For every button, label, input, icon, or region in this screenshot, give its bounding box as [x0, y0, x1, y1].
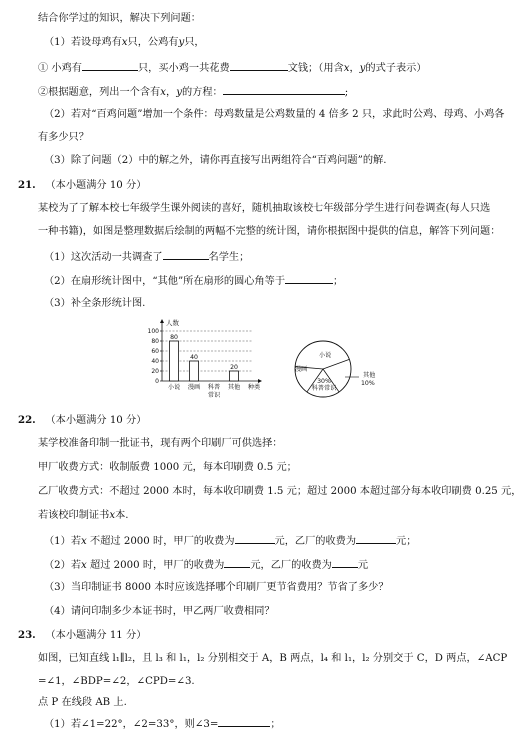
sep: ， [349, 63, 360, 74]
pie-slice-label: 科普常识 [311, 385, 337, 392]
p23-q1-post: ； [270, 719, 281, 730]
p21-q3: （3）补全条形统计图. [44, 298, 146, 309]
p20-q1a-post: 文钱；（用含 [287, 63, 344, 74]
var-x: x [81, 560, 87, 571]
p23-body-line2: =∠1，∠BDP=∠2，∠CPD=∠3. [38, 676, 195, 687]
question-number: 23. [18, 629, 36, 641]
y-axis-label: 人数 [166, 319, 179, 327]
p22-q2-c: 元 [357, 560, 369, 571]
answer-blank[interactable] [223, 84, 345, 95]
p20-q1b: ②根据题意，列出一个含有x，y的方程： ; [38, 84, 348, 100]
p21-q1 [44, 249, 249, 265]
p22-q1 [44, 533, 416, 549]
pie-slice-label: 小说 [318, 352, 332, 359]
p22-yi-line2-post: 本. [115, 510, 129, 521]
var-x: x [343, 63, 350, 74]
pie-slice-label: 其他 [363, 372, 376, 379]
y-tick-label: 80 [151, 338, 159, 346]
question-number: 22. [18, 414, 36, 426]
x-axis-arrow [258, 379, 262, 383]
x-category-label: 漫画 [187, 384, 201, 391]
p22-q2-a: 超过 2000 时，甲厂的收费为 [90, 560, 225, 571]
var-x: x [121, 37, 128, 48]
p22-q1-pre: （1）若 [44, 536, 82, 547]
p21-body-line1: 某校为了了解本校七年级学生课外阅读的喜好，随机抽取该校七年级部分学生进行问卷调查(每人只选 [38, 203, 491, 214]
p22-yi-line2-pre: 若该校印制证书 [38, 510, 110, 521]
p20-q1-mid: 只，公鸡有 [127, 37, 179, 48]
p20-q2-line2: 有多少只？ [38, 132, 89, 143]
y-tick-label: 40 [151, 358, 159, 366]
p22-q1-c: 元； [396, 536, 417, 547]
p23-q1 [44, 716, 281, 732]
p21-q1-pre: （1）这次活动一共调查了 [44, 252, 163, 263]
p21-header [18, 178, 146, 193]
p20-q3: （3）除了问题（2）中的解之外，请你再直接写出两组符合“百鸡问题”的解. [44, 155, 387, 166]
p22-q4: （4）请问印制多少本证书时，甲乙两厂收费相同？ [44, 606, 275, 617]
answer-blank[interactable] [285, 273, 333, 284]
x-category-label: 小说 [167, 384, 181, 391]
answer-blank[interactable] [235, 533, 275, 544]
p21-body-line2: 一种书籍)，如图是整理数据后绘制的两幅不完整的统计图，请你根据图中提供的信息，解答下列问题： [38, 226, 501, 237]
p22-q2-pre: （2）若 [44, 560, 82, 571]
p20-q2-line1: （2）若对“百鸡问题”增加一个条件：母鸡数量是公鸡数量的 4 倍多 2 只，求此时公鸡、母鸡、小鸡各 [44, 109, 505, 120]
question-score: （本小题满分 10 分） [45, 415, 147, 426]
p22-q2 [44, 557, 368, 573]
sep: ， [166, 87, 177, 98]
p20-q1-post: 只， [184, 37, 205, 48]
question-number: 21. [18, 179, 36, 191]
p22-jia: 甲厂收费方式：收制版费 1000 元，每本印刷费 0.5 元； [38, 462, 297, 473]
p20-q1a-end: 的式子表示） [365, 63, 427, 74]
var-x: x [160, 87, 166, 98]
y-tick-label: 100 [147, 328, 159, 336]
p20-q1a-mid: 只，买小鸡一共花费 [138, 63, 230, 74]
bar [230, 371, 239, 381]
y-axis-arrow [160, 319, 164, 323]
bar [190, 361, 199, 381]
p21-q2-pre: （2）在扇形统计图中，“其他”所在扇形的圆心角等于 [44, 276, 286, 287]
p20-q1b-end: 的方程： [181, 87, 223, 98]
var-x: x [109, 510, 116, 521]
bar-data-label: 20 [230, 364, 238, 371]
y-tick-label: 20 [151, 368, 159, 376]
x-category-label: 种类 [247, 384, 261, 391]
pie-slice-label: 30% [317, 378, 331, 385]
y-tick-label: 0 [155, 378, 159, 386]
pie-slice-label: 漫画 [294, 366, 308, 373]
var-y: y [178, 37, 185, 48]
x-category-label: 常识 [207, 392, 221, 399]
answer-blank[interactable] [332, 557, 358, 568]
bar-data-label: 40 [190, 354, 198, 361]
answer-blank[interactable] [356, 533, 396, 544]
bar-chart [140, 315, 280, 401]
p20-q1b-pre: ②根据题意，列出一个含有 [38, 87, 161, 98]
p20-intro: 结合你学过的知识，解决下列问题： [38, 13, 201, 24]
p22-q3: （3）当印制证书 8000 本时应该选择哪个印刷厂更节省费用？节省了多少？ [44, 582, 389, 593]
answer-blank[interactable] [224, 557, 250, 568]
p20-q1a-pre: ① 小鸡有 [38, 63, 82, 74]
question-score: （本小题满分 10 分） [45, 180, 147, 191]
p22-header [18, 413, 146, 428]
answer-blank[interactable] [163, 249, 209, 260]
p23-body-line3: 点 P 在线段 AB 上. [38, 697, 127, 708]
var-y: y [176, 87, 182, 98]
p22-body-line1: 某学校准备印制一批证书，现有两个印刷厂可供选择： [38, 438, 283, 449]
bar-data-label: 80 [170, 334, 178, 341]
pie-slice-label: 10% [361, 380, 375, 387]
pie-chart [285, 335, 380, 405]
p22-q2-b: 元，乙厂的收费为 [250, 560, 332, 571]
p20-q1a [38, 60, 427, 76]
p23-body-line1: 如图，已知直线 l₁∥l₂，且 l₃ 和 l₁，l₂ 分别相交于 A，B 两点，l₄ 和 l₁，l₂ 分别交于 C，D 两点，∠ACP [38, 653, 508, 664]
answer-blank[interactable] [218, 716, 270, 727]
p21-q2-post: ； [333, 276, 344, 287]
y-tick-label: 60 [151, 348, 159, 356]
p22-yi-line2 [38, 509, 129, 523]
x-category-label: 其他 [227, 384, 241, 391]
answer-blank[interactable] [82, 60, 138, 71]
p22-yi-line1: 乙厂收费方式：不超过 2000 本时，每本收印刷费 1.5 元；超过 2000 本超过部分每本收印刷费 0.25 元， [38, 486, 522, 497]
var-y: y [359, 63, 366, 74]
x-category-label: 科普 [207, 384, 221, 391]
p22-q1-b: 元，乙厂的收费为 [274, 536, 357, 547]
p21-q1-post: 名学生； [208, 252, 250, 263]
var-x: x [81, 536, 87, 547]
p21-q2 [44, 273, 343, 289]
bar [170, 341, 179, 381]
question-score: （本小题满分 11 分） [45, 630, 147, 641]
p22-q1-a: 不超过 2000 时，甲厂的收费为 [90, 536, 235, 547]
p23-q1-pre: （1）若∠1=22°，∠2=33°，则∠3= [44, 719, 219, 730]
p23-header [18, 628, 146, 643]
answer-blank[interactable] [230, 60, 288, 71]
p20-q1 [44, 36, 205, 50]
p20-q1-pre: （1）若设母鸡有 [44, 37, 122, 48]
